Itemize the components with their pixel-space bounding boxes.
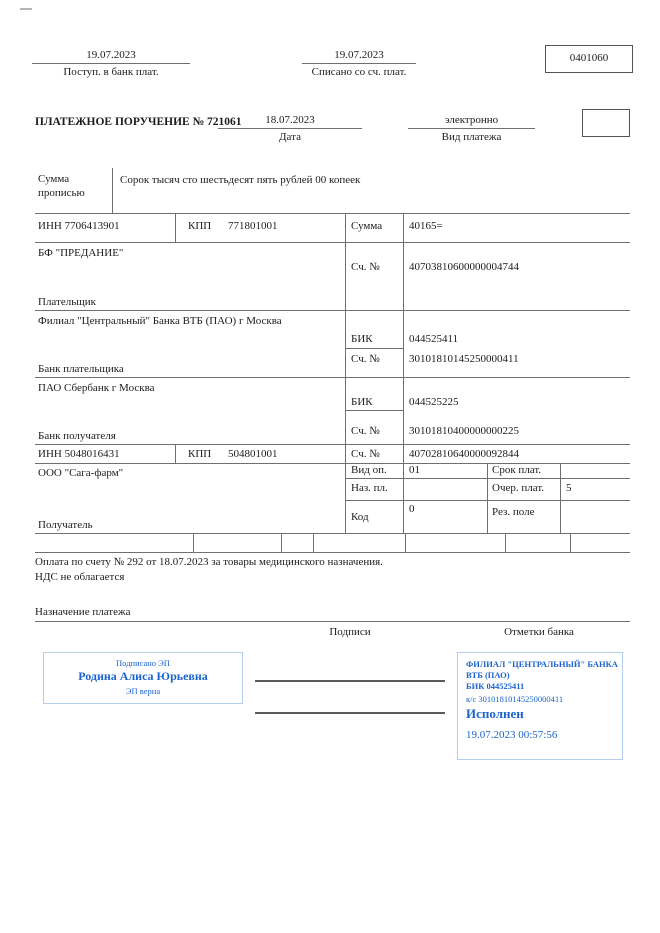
bank-marks-label: Отметки банка <box>504 626 574 638</box>
document-date: 18.07.2023 <box>265 114 315 126</box>
bank-stamp-line1: ФИЛИАЛ "ЦЕНТРАЛЬНЫЙ" БАНКА <box>466 659 618 669</box>
payer-inn: ИНН 7706413901 <box>38 220 120 232</box>
naz-pl-label: Наз. пл. <box>351 482 388 494</box>
document-date-label: Дата <box>279 131 301 143</box>
table-border <box>487 463 488 533</box>
payee-bank-bik-label: БИК <box>351 396 373 408</box>
table-border <box>345 213 346 533</box>
amount-words-label-line2: прописью <box>38 187 85 199</box>
amount-words-value: Сорок тысяч сто шестьдесят пять рублей 00 копеек <box>120 174 361 186</box>
received-in-bank-date: 19.07.2023 <box>86 49 136 61</box>
bank-stamp-box <box>457 652 623 760</box>
srok-plat-label: Срок плат. <box>492 464 542 476</box>
payer-kpp-value: 771801001 <box>228 220 278 232</box>
form-code: 0401060 <box>569 52 609 64</box>
table-border <box>35 533 630 534</box>
payment-type-underline <box>408 128 535 129</box>
table-border <box>313 533 314 552</box>
document-date-underline <box>218 128 362 129</box>
payment-type-label: Вид платежа <box>441 131 502 143</box>
payee-bank-name: ПАО Сбербанк г Москва <box>38 382 155 394</box>
payer-bank-account-label: Сч. № <box>351 353 380 365</box>
debited-date: 19.07.2023 <box>334 49 384 61</box>
debited-label: Списано со сч. плат. <box>311 66 407 78</box>
signature-line <box>255 712 445 714</box>
payee-bank-account: 30101810400000000225 <box>409 425 519 437</box>
debited-underline <box>302 63 416 64</box>
table-border <box>281 533 282 552</box>
rez-pole-label: Рез. поле <box>492 506 535 518</box>
payer-account-label: Сч. № <box>351 261 380 273</box>
table-border <box>35 377 630 378</box>
amount-words-divider <box>112 168 113 213</box>
received-in-bank-underline <box>32 63 190 64</box>
payer-name: БФ "ПРЕДАНИЕ" <box>38 247 124 259</box>
signer-name: Родина Алиса Юрьевна <box>78 669 208 683</box>
table-border <box>403 213 404 533</box>
ocher-plat-label: Очер. плат. <box>492 482 545 494</box>
table-border <box>560 463 561 533</box>
payee-kpp-label: КПП <box>188 448 212 460</box>
payee-bank-bik: 044525225 <box>409 396 459 408</box>
bank-stamp-status: Исполнен <box>466 706 524 721</box>
bank-stamp-datetime: 19.07.2023 00:57:56 <box>466 729 558 741</box>
table-border <box>35 552 630 553</box>
table-border <box>35 310 630 311</box>
scan-artifact-dash <box>20 8 32 10</box>
table-border <box>570 533 571 552</box>
purpose-line2: НДС не облагается <box>35 571 125 583</box>
table-border <box>175 444 176 463</box>
bank-stamp-bik: БИК 044525411 <box>466 681 525 691</box>
vid-op-value: 01 <box>409 464 420 476</box>
payee-inn: ИНН 5048016431 <box>38 448 120 460</box>
payer-bank-bik-label: БИК <box>351 333 373 345</box>
payee-bank-account-label: Сч. № <box>351 425 380 437</box>
signatures-label: Подписи <box>329 626 371 638</box>
vid-op-label: Вид оп. <box>351 464 387 476</box>
kod-label: Код <box>351 511 369 523</box>
payer-account: 40703810600000004744 <box>409 261 519 273</box>
signature-stamp-box <box>43 652 243 704</box>
kod-value: 0 <box>409 503 415 515</box>
payee-account: 40702810640000092844 <box>409 448 519 460</box>
sum-value: 40165= <box>409 220 443 232</box>
table-border <box>505 533 506 552</box>
purpose-section-label: Назначение платежа <box>35 606 131 618</box>
payee-name: ООО "Сага-фарм" <box>38 467 124 479</box>
amount-words-label-line1: Сумма <box>38 173 70 185</box>
bank-stamp-corr-account: к/с 30101810145250000411 <box>466 694 564 704</box>
payment-type-value: электронно <box>444 114 499 126</box>
purpose-line1: Оплата по счету № 292 от 18.07.2023 за товары медицинского назначения. <box>35 556 383 568</box>
sum-label: Сумма <box>351 220 383 232</box>
signature-stamp-bottom-line: ЭП верна <box>125 686 161 696</box>
table-border <box>345 348 403 349</box>
payee-account-label: Сч. № <box>351 448 380 460</box>
bank-stamp-line2: ВТБ (ПАО) <box>466 670 510 680</box>
payer-bank-bik: 044525411 <box>409 333 459 345</box>
signature-stamp-top-line: Подписано ЭП <box>116 658 170 668</box>
signature-line <box>255 680 445 682</box>
payer-bank-section-label: Банк плательщика <box>38 363 124 375</box>
payee-section-label: Получатель <box>38 519 93 531</box>
table-border <box>193 533 194 552</box>
payer-kpp-label: КПП <box>188 220 212 232</box>
table-border <box>35 242 630 243</box>
document-title: ПЛАТЕЖНОЕ ПОРУЧЕНИЕ № 721061 <box>35 116 242 128</box>
purpose-underline <box>35 621 630 622</box>
table-border <box>405 533 406 552</box>
payee-kpp-value: 504801001 <box>228 448 278 460</box>
payment-type-code-box <box>582 109 630 137</box>
form-code-box <box>545 45 633 73</box>
table-border <box>345 410 403 411</box>
payee-bank-section-label: Банк получателя <box>38 430 116 442</box>
table-border <box>175 213 176 242</box>
payer-section-label: Плательщик <box>38 296 96 308</box>
table-border <box>35 213 630 214</box>
table-border <box>35 444 630 445</box>
payer-bank-name: Филиал "Центральный" Банка ВТБ (ПАО) г Москва <box>38 315 282 327</box>
received-in-bank-label: Поступ. в банк плат. <box>63 66 159 78</box>
payer-bank-account: 30101810145250000411 <box>409 353 519 365</box>
ocher-plat-value: 5 <box>566 482 572 494</box>
